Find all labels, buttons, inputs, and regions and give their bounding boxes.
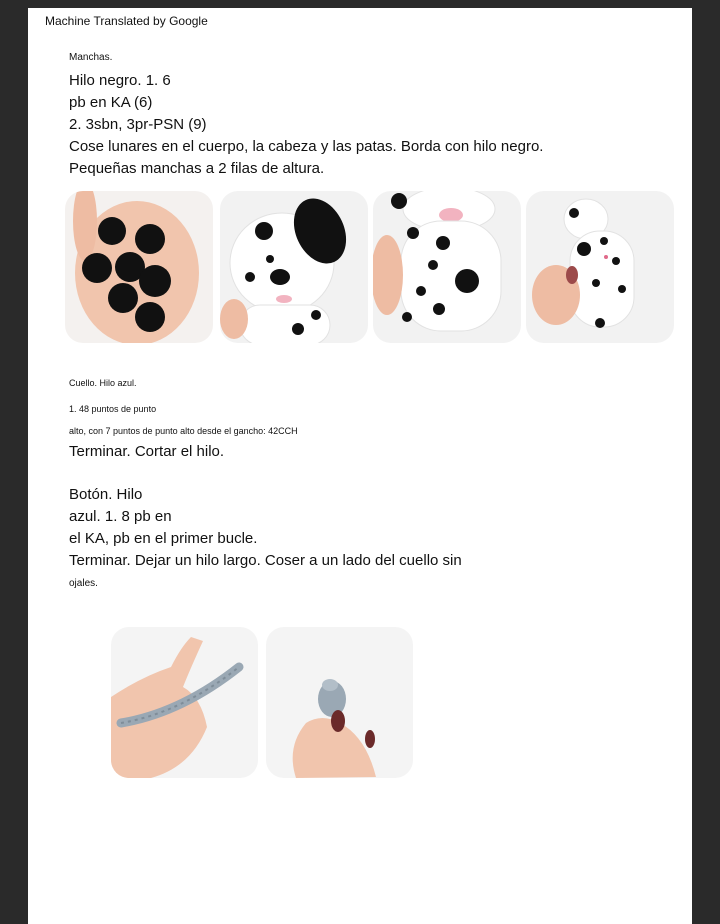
photo-blue-button xyxy=(266,627,413,778)
section-heading-spots: Manchas. xyxy=(69,52,113,63)
text-line: el KA, pb en el primer bucle. xyxy=(69,530,258,547)
photo-spots-in-hand xyxy=(65,191,213,343)
photo-dalmatian-body xyxy=(373,191,521,343)
photo-dalmatian-back xyxy=(526,191,674,343)
text-line: Cose lunares en el cuerpo, la cabeza y las patas. Borda con hilo negro. xyxy=(69,138,544,155)
text-line: Pequeñas manchas a 2 filas de altura. xyxy=(69,160,325,177)
photo-dalmatian-face xyxy=(220,191,368,343)
text-line: Terminar. Cortar el hilo. xyxy=(69,443,225,460)
text-line: alto, con 7 puntos de punto alto desde el gancho: 42CCH xyxy=(69,426,298,436)
viewer-top-bar xyxy=(0,0,720,8)
text-line: ojales. xyxy=(69,578,98,589)
text-line: Terminar. Dejar un hilo largo. Coser a un lado del cuello sin xyxy=(69,552,462,569)
photo-blue-collar-in-hand xyxy=(111,627,258,778)
text-line: 1. 48 puntos de punto xyxy=(69,404,157,414)
text-line: Botón. Hilo xyxy=(69,486,143,503)
text-line: azul. 1. 8 pb en xyxy=(69,508,172,525)
document-page xyxy=(28,8,692,924)
translation-banner: Machine Translated by Google xyxy=(45,14,208,28)
section-heading-neck: Cuello. Hilo azul. xyxy=(69,378,137,388)
text-line: pb en KA (6) xyxy=(69,94,153,111)
text-line: 2. 3sbn, 3pr-PSN (9) xyxy=(69,116,207,133)
text-line: Hilo negro. 1. 6 xyxy=(69,72,171,89)
